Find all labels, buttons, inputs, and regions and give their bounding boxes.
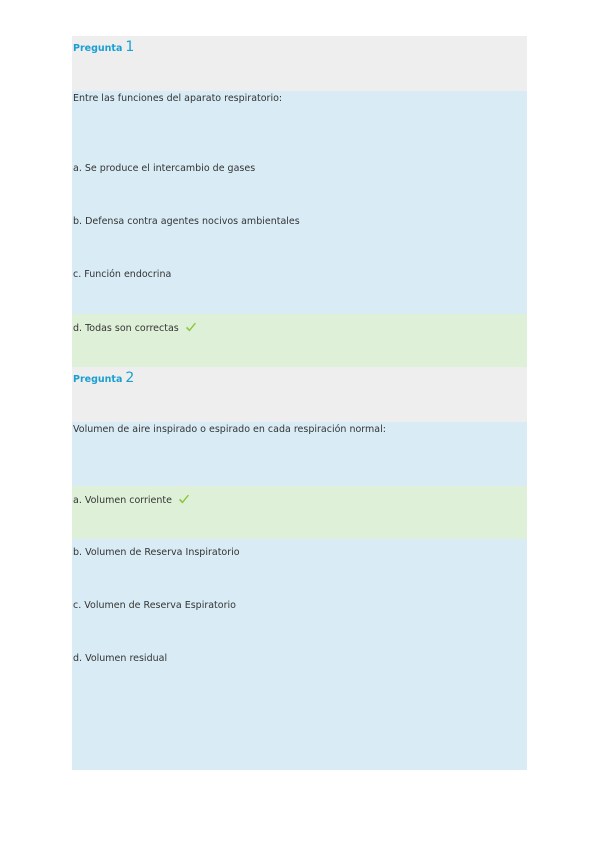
answer-option-text: a. Se produce el intercambio de gases [73,163,256,174]
question-label-text: Pregunta [73,374,123,385]
answer-option-a-correct [72,486,527,539]
answer-option-text: d. Todas son correctas [73,323,179,334]
question-number: 1 [125,39,135,55]
question-body [72,91,527,367]
question-1 [72,36,527,367]
answer-option-b [72,539,527,592]
question-label [73,370,134,386]
question-number: 2 [125,370,135,386]
check-icon [178,494,190,508]
answer-option-b [72,208,527,261]
question-header [72,36,527,91]
question-body [72,422,527,770]
question-label [73,39,134,55]
answer-option-text: c. Volumen de Reserva Espiratorio [73,600,236,611]
spacer [72,474,527,486]
answer-option-d-correct [72,314,527,367]
spacer [72,143,527,155]
spacer [72,698,527,770]
answer-option-text: d. Volumen residual [73,653,168,664]
answer-option-text: b. Defensa contra agentes nocivos ambientales [73,216,300,227]
answer-option-a [72,155,527,208]
answer-option-c [72,592,527,645]
answer-option-text: c. Función endocrina [73,269,172,280]
quiz-review [72,36,527,770]
question-text: Entre las funciones del aparato respiratorio: [73,93,283,104]
question-text: Volumen de aire inspirado o espirado en cada respiración normal: [73,424,386,435]
answer-option-text: b. Volumen de Reserva Inspiratorio [73,547,240,558]
answer-option-d [72,645,527,698]
question-label-text: Pregunta [73,43,123,54]
question-header [72,367,527,422]
answer-option-c [72,261,527,314]
answer-option-text: a. Volumen corriente [73,495,172,506]
question-2 [72,367,527,770]
check-icon [185,322,197,336]
